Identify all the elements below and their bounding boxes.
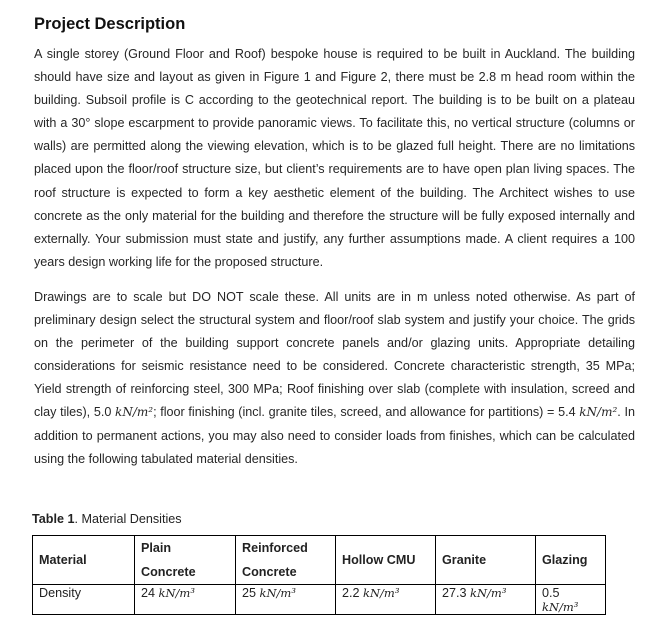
table-caption: [32, 512, 182, 526]
paragraph-2-text-b: ; floor finishing (incl. granite tiles, screed, and allowance for partitions) = 5.4: [153, 405, 580, 420]
table-header-row: [33, 536, 606, 585]
value-glazing: 0.5: [542, 586, 560, 600]
table-caption-label: Table 1: [32, 512, 75, 526]
roof-finish-unit: kN/m²: [115, 405, 154, 420]
header-material: Material: [33, 536, 135, 585]
density-hollow-cmu: [336, 585, 436, 615]
value-granite: 27.3: [442, 586, 467, 600]
table-caption-text: . Material Densities: [74, 512, 182, 526]
value-reinforced-concrete: 25: [242, 586, 257, 600]
density-plain-concrete: [135, 585, 236, 615]
header-plain-concrete: [135, 536, 236, 585]
unit-granite: kN/m³: [470, 586, 507, 600]
header-granite: Granite: [436, 536, 536, 585]
value-plain-concrete: 24: [141, 586, 156, 600]
value-hollow-cmu: 2.2: [342, 586, 360, 600]
material-densities-table: [32, 535, 606, 615]
header-reinforced: Reinforced: [242, 541, 308, 555]
project-paragraph-1: A single storey (Ground Floor and Roof) bespoke house is required to be built in Auckland. The building should have size and layout as given in Figure 1 and Figure 2, there must be 2.8 m head room within the building. Subsoil profile is C according to the geotechnical report. The building is to be built on a plateau with a 30° slope escarpment to provide panoramic views. To facilitate this, no vertical structure (columns or walls) are permitted along the viewing elevation, which is to be glazed full height. There are no limitations placed upon the floor/roof structure size, but client’s requirements are to have open plan living spaces. The roof structure is expected to form a key aesthetic element of the building. The Architect wishes to use concrete as the only material for the building and therefore the structure will be fully exposed internally and externally. Your submission must state and justify, any further assumptions made. A client requires a 100 years design working life for the proposed structure.: [34, 47, 635, 269]
density-reinforced-concrete: [236, 585, 336, 615]
page-title: Project Description: [34, 15, 186, 33]
paragraph-2-text-a: Drawings are to scale but DO NOT scale these. All units are in m unless noted otherwise. As part of preliminary design select the structural system and floor/roof slab system and justify your choice. The grids on the perimeter of the building support concrete panels and/or glazing units. Appropriate detailing considerations for seismic resistance need to be considered. Concrete characteristic strength, 35 MPa; Yield strength of reinforcing steel, 300 MPa; Roof finishing over slab (complete with insulation, screed and clay tiles), 5.0: [34, 290, 635, 420]
header-glazing: Glazing: [536, 536, 606, 585]
header-plain-concrete-2: Concrete: [141, 565, 196, 579]
header-reinforced-concrete-2: Concrete: [242, 565, 297, 579]
density-granite: [436, 585, 536, 615]
unit-hollow-cmu: kN/m³: [363, 586, 400, 600]
row-label-density: Density: [33, 585, 135, 615]
unit-plain-concrete: kN/m³: [158, 586, 195, 600]
project-paragraph-2: [34, 286, 635, 471]
density-glazing: [536, 585, 606, 615]
floor-finish-unit: kN/m²: [579, 405, 618, 420]
paragraph-2-text-c: . In addition to permanent actions, you may also need to consider loads from finishes, which can be calculated using the following tabulated material densities.: [34, 405, 635, 466]
header-hollow-cmu: Hollow CMU: [336, 536, 436, 585]
unit-reinforced-concrete: kN/m³: [259, 586, 296, 600]
header-plain: Plain: [141, 541, 172, 555]
table-row: [33, 585, 606, 615]
unit-glazing: kN/m³: [542, 600, 579, 614]
header-reinforced-concrete: [236, 536, 336, 585]
